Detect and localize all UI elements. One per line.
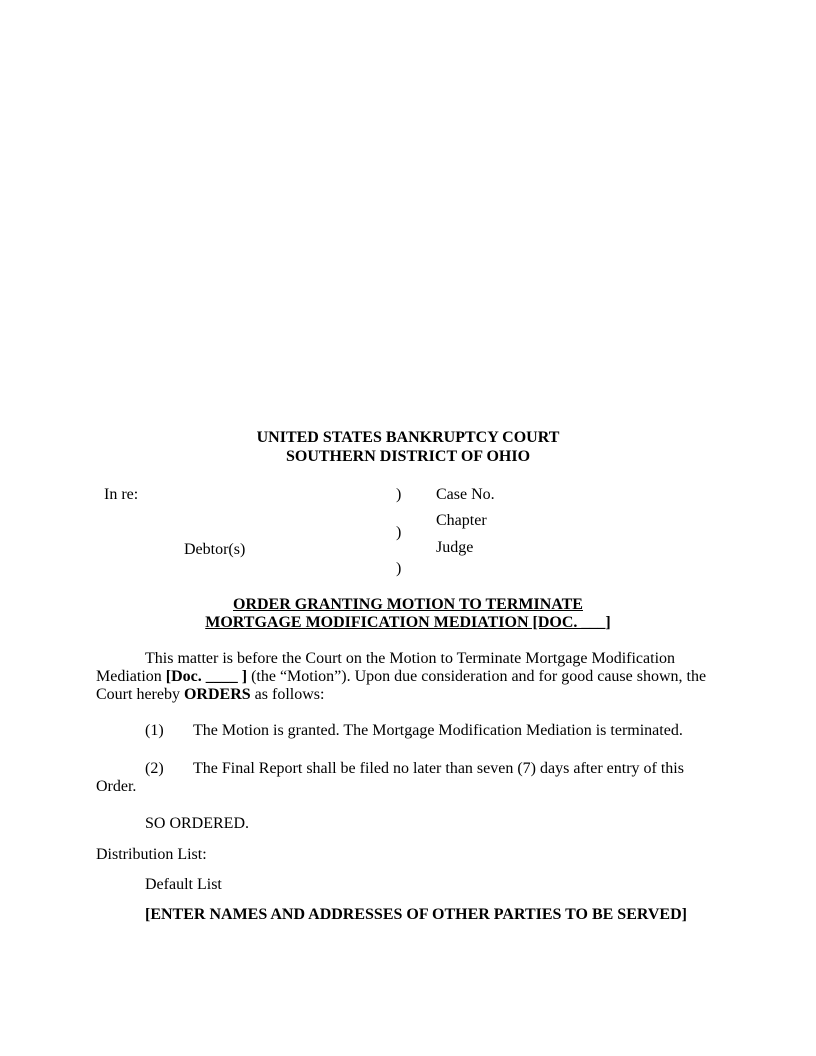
caption-paren-1: ) xyxy=(396,486,402,503)
caption-paren-3: ) xyxy=(396,560,402,577)
doc-number-blank: [Doc. ____ ] xyxy=(165,668,248,685)
in-re-label: In re: xyxy=(104,486,139,503)
paragraph-line-3: Court hereby ORDERS as follows: xyxy=(96,686,325,703)
judge-label: Judge xyxy=(436,539,474,556)
enter-names-instruction: [ENTER NAMES AND ADDRESSES OF OTHER PARTIES TO BE SERVED] xyxy=(145,906,687,923)
orders-keyword: ORDERS xyxy=(183,686,251,703)
item-2-continuation: Order. xyxy=(96,778,137,795)
caption-paren-2: ) xyxy=(396,524,402,541)
chapter-label: Chapter xyxy=(436,512,487,529)
court-name: UNITED STATES BANKRUPTCY COURT xyxy=(256,429,560,446)
order-title-line-2: MORTGAGE MODIFICATION MEDIATION [DOC. ___] xyxy=(205,614,611,631)
court-district: SOUTHERN DISTRICT OF OHIO xyxy=(285,448,531,465)
so-ordered: SO ORDERED. xyxy=(145,815,250,832)
paragraph-line-1: This matter is before the Court on the Motion to Terminate Mortgage Modification xyxy=(145,650,676,667)
case-no-label: Case No. xyxy=(436,486,495,503)
item-1-text: The Motion is granted. The Mortgage Modification Mediation is terminated. xyxy=(193,722,683,739)
distribution-list-label: Distribution List: xyxy=(96,846,207,863)
item-1-number: (1) xyxy=(145,722,164,739)
default-list: Default List xyxy=(145,876,222,893)
item-2-number: (2) xyxy=(145,760,164,777)
debtor-label: Debtor(s) xyxy=(184,541,246,558)
order-title-line-1: ORDER GRANTING MOTION TO TERMINATE xyxy=(233,596,583,613)
paragraph-line-2: Mediation [Doc. ____ ] (the “Motion”). Upon due consideration and for good cause shown, the xyxy=(96,668,707,685)
item-2-text: The Final Report shall be filed no later than seven (7) days after entry of this xyxy=(193,760,684,777)
